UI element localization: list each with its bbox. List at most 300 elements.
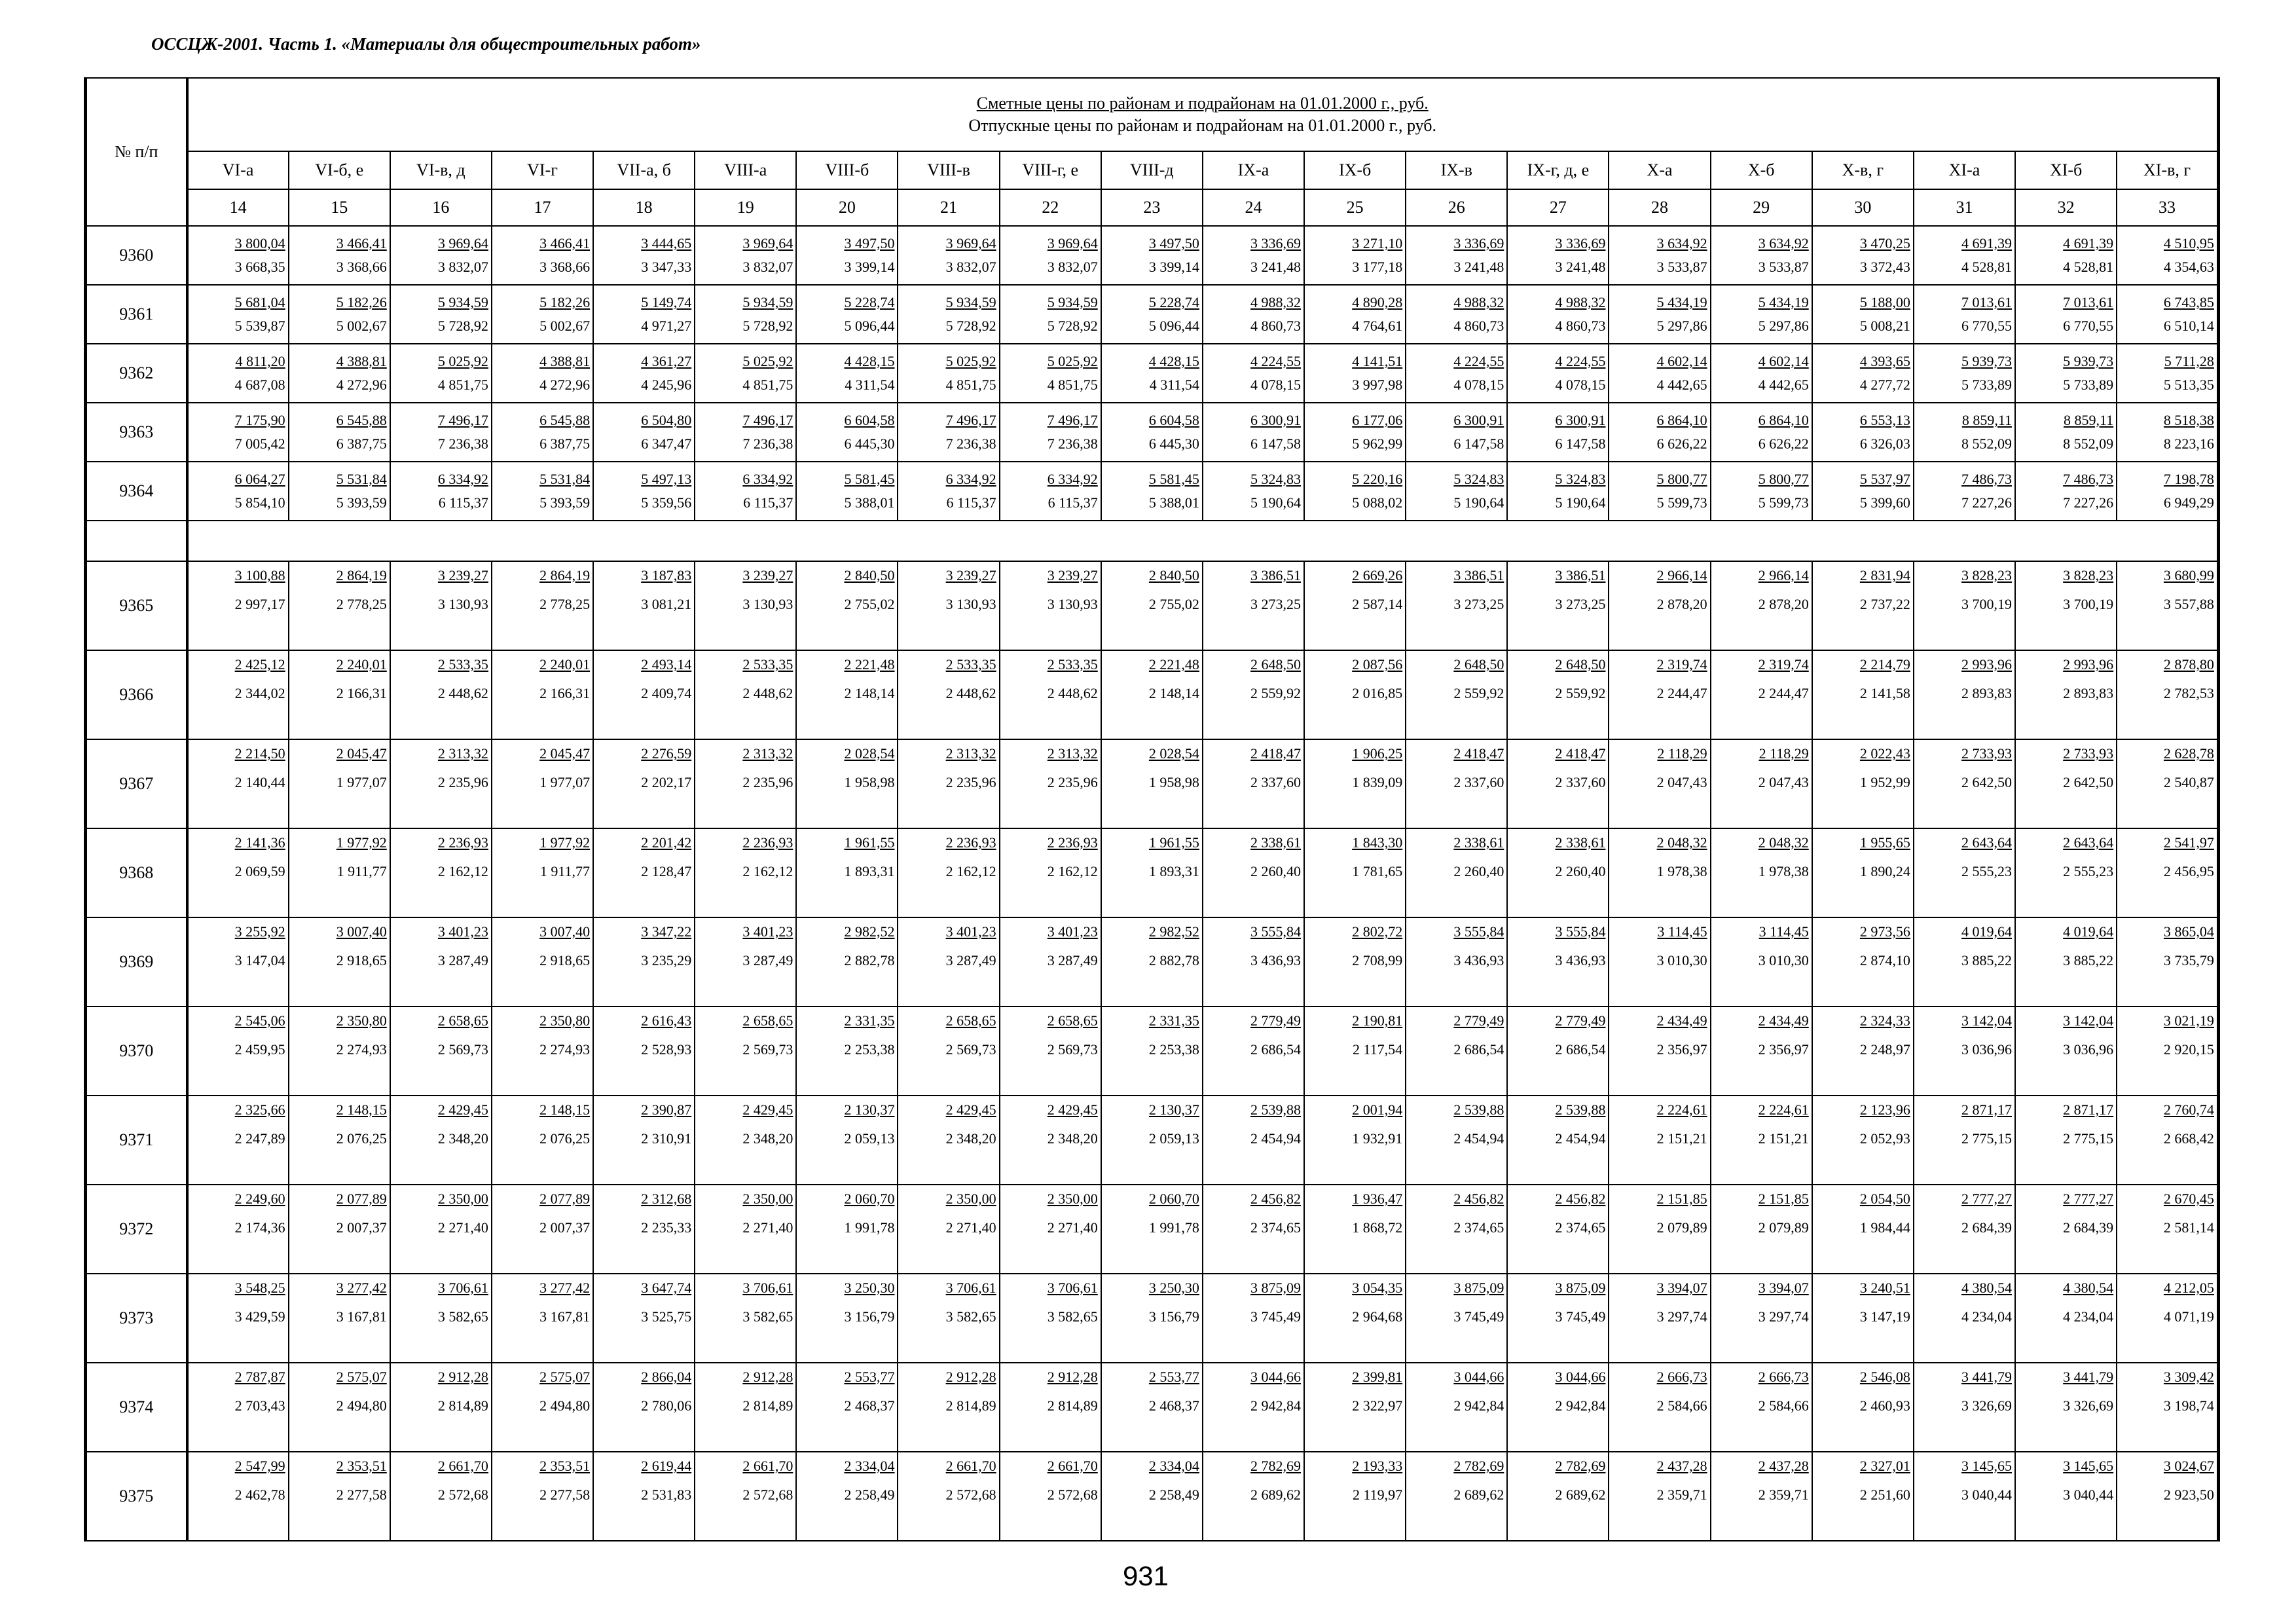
release-price: 5 088,02 bbox=[1352, 494, 1403, 511]
release-price: 2 148,14 bbox=[1148, 685, 1199, 701]
estimated-price: 2 236,93 bbox=[742, 834, 793, 851]
release-price: 2 572,68 bbox=[945, 1486, 996, 1503]
release-price: 4 277,72 bbox=[1859, 377, 1910, 393]
price-pair bbox=[1609, 1189, 1709, 1269]
estimated-price: 3 497,50 bbox=[1148, 235, 1199, 251]
estimated-price: 2 787,87 bbox=[234, 1369, 285, 1385]
price-pair bbox=[594, 1456, 694, 1536]
price-cell bbox=[695, 1274, 796, 1363]
price-cell bbox=[1914, 917, 2015, 1006]
release-price: 2 277,58 bbox=[539, 1486, 591, 1503]
price-cell bbox=[1507, 462, 1609, 521]
price-pair bbox=[189, 236, 288, 274]
price-pair bbox=[189, 1100, 288, 1180]
price-pair bbox=[594, 1011, 694, 1091]
estimated-price: 7 496,17 bbox=[437, 412, 488, 428]
estimated-price: 3 239,27 bbox=[742, 567, 793, 583]
release-price: 5 388,01 bbox=[1148, 494, 1199, 511]
price-cell bbox=[1914, 1185, 2015, 1274]
release-price: 3 040,44 bbox=[1961, 1486, 2013, 1503]
price-pair bbox=[594, 354, 694, 392]
estimated-price: 4 988,32 bbox=[1250, 294, 1302, 310]
estimated-price: 3 444,65 bbox=[641, 235, 692, 251]
estimated-price: 3 548,25 bbox=[234, 1280, 285, 1296]
release-price: 3 156,79 bbox=[844, 1308, 895, 1325]
price-cell bbox=[1812, 1452, 1914, 1541]
release-price: 2 572,68 bbox=[437, 1486, 488, 1503]
estimated-price: 5 182,26 bbox=[539, 294, 591, 310]
price-pair bbox=[797, 922, 897, 1002]
item-number: 9372 bbox=[86, 1185, 187, 1274]
price-cell bbox=[289, 1185, 390, 1274]
release-price: 2 344,02 bbox=[234, 685, 285, 701]
release-price: 3 287,49 bbox=[945, 952, 996, 969]
price-pair bbox=[695, 655, 795, 735]
release-price: 4 851,75 bbox=[945, 377, 996, 393]
price-pair bbox=[1102, 744, 1202, 824]
price-pair bbox=[1000, 566, 1101, 646]
price-cell bbox=[1507, 917, 1609, 1006]
price-cell bbox=[1406, 1274, 1507, 1363]
price-cell bbox=[1000, 650, 1101, 739]
estimated-price: 5 800,77 bbox=[1656, 471, 1707, 487]
release-price: 2 162,12 bbox=[742, 863, 793, 879]
estimated-price: 3 497,50 bbox=[844, 235, 895, 251]
release-price: 2 814,89 bbox=[945, 1397, 996, 1414]
estimated-price: 2 658,65 bbox=[742, 1012, 793, 1029]
price-pair bbox=[898, 566, 998, 646]
estimated-price: 2 493,14 bbox=[641, 656, 692, 673]
release-price: 1 958,98 bbox=[844, 774, 895, 790]
price-cell bbox=[796, 828, 898, 917]
release-price: 2 235,96 bbox=[945, 774, 996, 790]
release-price: 2 359,71 bbox=[1758, 1486, 1809, 1503]
price-pair bbox=[289, 1011, 390, 1091]
estimated-price: 4 890,28 bbox=[1352, 294, 1403, 310]
price-pair bbox=[1305, 922, 1405, 1002]
price-cell bbox=[1304, 285, 1406, 344]
price-cell bbox=[1406, 828, 1507, 917]
estimated-price: 4 988,32 bbox=[1555, 294, 1606, 310]
estimated-price: 2 966,14 bbox=[1656, 567, 1707, 583]
estimated-price: 2 276,59 bbox=[641, 745, 692, 762]
price-pair bbox=[189, 922, 288, 1002]
estimated-price: 3 555,84 bbox=[1453, 923, 1504, 940]
price-cell bbox=[1609, 285, 1710, 344]
release-price: 8 552,09 bbox=[2063, 435, 2114, 452]
price-pair bbox=[1711, 566, 1812, 646]
price-cell bbox=[390, 561, 492, 650]
price-pair bbox=[1711, 1278, 1812, 1358]
estimated-price: 4 602,14 bbox=[1656, 353, 1707, 369]
price-cell bbox=[1101, 344, 1203, 403]
price-pair bbox=[1406, 236, 1506, 274]
price-pair bbox=[797, 744, 897, 824]
separator-cell bbox=[187, 521, 2219, 561]
region-header: X-б bbox=[1711, 151, 1812, 189]
release-price: 2 052,93 bbox=[1859, 1130, 1910, 1147]
price-pair bbox=[2117, 295, 2217, 333]
price-pair bbox=[1609, 1100, 1709, 1180]
estimated-price: 2 779,49 bbox=[1555, 1012, 1606, 1029]
estimated-price: 2 313,32 bbox=[1047, 745, 1098, 762]
estimated-price: 2 871,17 bbox=[2063, 1101, 2114, 1118]
price-cell bbox=[1812, 650, 1914, 739]
price-pair bbox=[391, 1456, 491, 1536]
table-row bbox=[86, 650, 2219, 739]
price-pair bbox=[1813, 236, 1913, 274]
price-pair bbox=[898, 1011, 998, 1091]
estimated-price: 3 239,27 bbox=[1047, 567, 1098, 583]
release-price: 2 151,21 bbox=[1758, 1130, 1809, 1147]
estimated-price: 6 553,13 bbox=[1859, 412, 1910, 428]
price-pair bbox=[189, 354, 288, 392]
price-cell bbox=[1507, 1363, 1609, 1452]
release-price: 3 832,07 bbox=[945, 259, 996, 275]
estimated-price: 2 779,49 bbox=[1453, 1012, 1504, 1029]
price-cell bbox=[593, 462, 695, 521]
price-cell bbox=[289, 1363, 390, 1452]
estimated-price: 3 470,25 bbox=[1859, 235, 1910, 251]
estimated-price: 6 300,91 bbox=[1453, 412, 1504, 428]
price-cell bbox=[1203, 1185, 1304, 1274]
price-pair bbox=[797, 655, 897, 735]
item-number: 9369 bbox=[86, 917, 187, 1006]
release-price: 3 997,98 bbox=[1352, 377, 1403, 393]
price-pair bbox=[1406, 1189, 1506, 1269]
estimated-price: 3 800,04 bbox=[234, 235, 285, 251]
release-price: 2 162,12 bbox=[1047, 863, 1098, 879]
release-price: 3 177,18 bbox=[1352, 259, 1403, 275]
price-pair bbox=[1000, 655, 1101, 735]
price-pair bbox=[1813, 1189, 1913, 1269]
estimated-price: 3 969,64 bbox=[945, 235, 996, 251]
price-cell bbox=[695, 917, 796, 1006]
release-price: 3 287,49 bbox=[1047, 952, 1098, 969]
release-price: 2 140,44 bbox=[234, 774, 285, 790]
estimated-price: 4 388,81 bbox=[336, 353, 387, 369]
estimated-price: 6 300,91 bbox=[1250, 412, 1302, 428]
estimated-price: 2 779,49 bbox=[1250, 1012, 1302, 1029]
estimated-price: 2 777,27 bbox=[1961, 1190, 2013, 1207]
price-pair bbox=[189, 1278, 288, 1358]
price-pair bbox=[898, 655, 998, 735]
release-price: 2 531,83 bbox=[641, 1486, 692, 1503]
price-cell bbox=[593, 739, 695, 828]
table-row bbox=[86, 462, 2219, 521]
price-cell bbox=[695, 1185, 796, 1274]
price-cell bbox=[695, 1452, 796, 1541]
price-pair bbox=[1203, 1011, 1303, 1091]
estimated-price: 2 973,56 bbox=[1859, 923, 1910, 940]
price-pair bbox=[2016, 744, 2116, 824]
release-price: 2 337,60 bbox=[1453, 774, 1504, 790]
release-price: 2 348,20 bbox=[742, 1130, 793, 1147]
release-prices-caption: Отпускные цены по районам и подрайонам на 01.01.2000 г., руб. bbox=[968, 116, 1437, 135]
price-pair bbox=[797, 1456, 897, 1536]
price-cell bbox=[492, 739, 593, 828]
price-pair bbox=[797, 1278, 897, 1358]
price-pair bbox=[1203, 472, 1303, 510]
release-price: 2 076,25 bbox=[539, 1130, 591, 1147]
price-cell bbox=[2015, 1363, 2117, 1452]
table-row bbox=[86, 739, 2219, 828]
estimated-price: 5 228,74 bbox=[1148, 294, 1199, 310]
price-cell bbox=[1406, 285, 1507, 344]
release-price: 3 130,93 bbox=[1047, 596, 1098, 612]
price-cell bbox=[1000, 403, 1101, 462]
region-header: VIII-в bbox=[898, 151, 999, 189]
release-price: 4 851,75 bbox=[742, 377, 793, 393]
price-cell bbox=[2117, 650, 2218, 739]
release-price: 7 227,26 bbox=[2063, 494, 2114, 511]
release-price: 5 388,01 bbox=[844, 494, 895, 511]
column-number: 16 bbox=[390, 189, 492, 226]
price-pair bbox=[2016, 1367, 2116, 1447]
release-price: 3 533,87 bbox=[1656, 259, 1707, 275]
release-price: 2 260,40 bbox=[1555, 863, 1606, 879]
estimated-price: 7 486,73 bbox=[2063, 471, 2114, 487]
price-pair bbox=[1914, 236, 2014, 274]
release-price: 2 923,50 bbox=[2163, 1486, 2214, 1503]
estimated-price: 3 044,66 bbox=[1453, 1369, 1504, 1385]
price-cell bbox=[1406, 561, 1507, 650]
price-pair bbox=[898, 1367, 998, 1447]
price-cell bbox=[289, 226, 390, 285]
release-price: 2 274,93 bbox=[539, 1041, 591, 1058]
price-cell bbox=[796, 1096, 898, 1185]
price-cell bbox=[1203, 739, 1304, 828]
release-price: 2 356,97 bbox=[1758, 1041, 1809, 1058]
release-price: 2 737,22 bbox=[1859, 596, 1910, 612]
price-cell bbox=[1812, 1006, 1914, 1096]
release-price: 3 241,48 bbox=[1453, 259, 1504, 275]
estimated-price: 2 616,43 bbox=[641, 1012, 692, 1029]
release-price: 2 778,25 bbox=[539, 596, 591, 612]
price-cell bbox=[898, 1452, 999, 1541]
estimated-price: 5 531,84 bbox=[336, 471, 387, 487]
estimated-price: 6 604,58 bbox=[1148, 412, 1199, 428]
release-price: 2 454,94 bbox=[1250, 1130, 1302, 1147]
release-price: 2 235,96 bbox=[742, 774, 793, 790]
price-pair bbox=[2016, 354, 2116, 392]
release-price: 5 854,10 bbox=[234, 494, 285, 511]
estimated-price: 2 350,00 bbox=[1047, 1190, 1098, 1207]
estimated-price: 3 277,42 bbox=[539, 1280, 591, 1296]
price-cell bbox=[187, 344, 289, 403]
price-cell bbox=[2117, 1006, 2218, 1096]
estimated-price: 5 228,74 bbox=[844, 294, 895, 310]
release-price: 4 851,75 bbox=[1047, 377, 1098, 393]
release-price: 3 832,07 bbox=[742, 259, 793, 275]
estimated-price: 6 177,06 bbox=[1352, 412, 1403, 428]
price-pair bbox=[1203, 295, 1303, 333]
price-cell bbox=[1101, 561, 1203, 650]
price-pair bbox=[1203, 922, 1303, 1002]
price-cell bbox=[593, 561, 695, 650]
price-pair bbox=[1711, 922, 1812, 1002]
price-cell bbox=[1203, 561, 1304, 650]
price-pair bbox=[2117, 354, 2217, 392]
price-cell bbox=[1609, 917, 1710, 1006]
price-pair bbox=[1000, 833, 1101, 913]
price-cell bbox=[1609, 561, 1710, 650]
price-pair bbox=[898, 1189, 998, 1269]
price-cell bbox=[1711, 650, 1812, 739]
estimated-price: 2 628,78 bbox=[2163, 745, 2214, 762]
price-cell bbox=[1507, 739, 1609, 828]
release-price: 6 445,30 bbox=[844, 435, 895, 452]
release-price: 4 860,73 bbox=[1555, 318, 1606, 334]
estimated-price: 2 048,32 bbox=[1656, 834, 1707, 851]
estimated-price: 2 350,00 bbox=[437, 1190, 488, 1207]
release-price: 1 932,91 bbox=[1352, 1130, 1403, 1147]
price-pair bbox=[391, 1278, 491, 1358]
release-price: 2 686,54 bbox=[1555, 1041, 1606, 1058]
price-cell bbox=[187, 917, 289, 1006]
estimated-price: 3 706,61 bbox=[742, 1280, 793, 1296]
estimated-price: 2 658,65 bbox=[1047, 1012, 1098, 1029]
release-price: 2 374,65 bbox=[1453, 1219, 1504, 1236]
column-number: 17 bbox=[492, 189, 593, 226]
price-cell bbox=[1304, 1274, 1406, 1363]
item-number: 9366 bbox=[86, 650, 187, 739]
estimated-price: 5 681,04 bbox=[234, 294, 285, 310]
price-pair bbox=[289, 1367, 390, 1447]
price-pair bbox=[1102, 1278, 1202, 1358]
release-price: 2 878,20 bbox=[1656, 596, 1707, 612]
column-number: 26 bbox=[1406, 189, 1507, 226]
item-number: 9365 bbox=[86, 561, 187, 650]
price-cell bbox=[1101, 1363, 1203, 1452]
price-cell bbox=[492, 344, 593, 403]
price-cell bbox=[2117, 344, 2218, 403]
estimated-price: 4 380,54 bbox=[1961, 1280, 2013, 1296]
price-pair bbox=[2117, 1456, 2217, 1536]
estimated-price: 5 581,45 bbox=[1148, 471, 1199, 487]
price-pair bbox=[1914, 1367, 2014, 1447]
price-cell bbox=[2015, 650, 2117, 739]
price-pair bbox=[1203, 655, 1303, 735]
price-pair bbox=[1508, 566, 1608, 646]
release-price: 2 689,62 bbox=[1453, 1486, 1504, 1503]
estimated-price: 2 782,69 bbox=[1250, 1458, 1302, 1474]
price-pair bbox=[1000, 295, 1101, 333]
table-row bbox=[86, 403, 2219, 462]
release-price: 2 374,65 bbox=[1250, 1219, 1302, 1236]
price-pair bbox=[1406, 295, 1506, 333]
price-cell bbox=[289, 1274, 390, 1363]
release-price: 5 599,73 bbox=[1758, 494, 1809, 511]
release-price: 1 839,09 bbox=[1352, 774, 1403, 790]
price-cell bbox=[390, 462, 492, 521]
release-price: 2 703,43 bbox=[234, 1397, 285, 1414]
price-cell bbox=[695, 650, 796, 739]
estimated-price: 2 240,01 bbox=[539, 656, 591, 673]
column-number: 24 bbox=[1203, 189, 1304, 226]
estimated-price: 3 865,04 bbox=[2163, 923, 2214, 940]
price-pair bbox=[1508, 1011, 1608, 1091]
release-price: 2 253,38 bbox=[1148, 1041, 1199, 1058]
price-pair bbox=[695, 354, 795, 392]
price-pair bbox=[1102, 1367, 1202, 1447]
price-cell bbox=[898, 403, 999, 462]
estimated-price: 2 045,47 bbox=[539, 745, 591, 762]
price-cell bbox=[187, 226, 289, 285]
estimated-price: 2 546,08 bbox=[1859, 1369, 1910, 1385]
price-pair bbox=[1000, 1100, 1101, 1180]
price-cell bbox=[2117, 1096, 2218, 1185]
column-number: 28 bbox=[1609, 189, 1710, 226]
estimated-price: 3 271,10 bbox=[1352, 235, 1403, 251]
price-cell bbox=[187, 1185, 289, 1274]
estimated-price: 2 553,77 bbox=[1148, 1369, 1199, 1385]
column-number: 20 bbox=[796, 189, 898, 226]
price-pair bbox=[1102, 1189, 1202, 1269]
release-price: 5 190,64 bbox=[1453, 494, 1504, 511]
estimated-price: 3 336,69 bbox=[1555, 235, 1606, 251]
release-price: 3 436,93 bbox=[1250, 952, 1302, 969]
release-price: 2 253,38 bbox=[844, 1041, 895, 1058]
price-pair bbox=[2016, 1011, 2116, 1091]
price-pair bbox=[1000, 472, 1101, 510]
estimated-price: 5 711,28 bbox=[2164, 353, 2214, 369]
price-pair bbox=[1000, 236, 1101, 274]
price-cell bbox=[1406, 650, 1507, 739]
release-price: 2 882,78 bbox=[844, 952, 895, 969]
estimated-price: 2 077,89 bbox=[336, 1190, 387, 1207]
estimated-price: 2 312,68 bbox=[641, 1190, 692, 1207]
price-cell bbox=[1711, 1006, 1812, 1096]
price-cell bbox=[1507, 650, 1609, 739]
estimated-price: 2 456,82 bbox=[1453, 1190, 1504, 1207]
release-price: 2 528,93 bbox=[641, 1041, 692, 1058]
release-price: 2 454,94 bbox=[1453, 1130, 1504, 1147]
price-cell bbox=[796, 226, 898, 285]
price-pair bbox=[1914, 833, 2014, 913]
price-pair bbox=[1305, 1278, 1405, 1358]
release-price: 3 668,35 bbox=[234, 259, 285, 275]
release-price: 3 533,87 bbox=[1758, 259, 1809, 275]
estimated-price: 3 647,74 bbox=[641, 1280, 692, 1296]
release-price: 2 918,65 bbox=[336, 952, 387, 969]
price-cell bbox=[1101, 285, 1203, 344]
estimated-price: 7 013,61 bbox=[2063, 294, 2114, 310]
release-price: 3 368,66 bbox=[336, 259, 387, 275]
price-pair bbox=[1508, 922, 1608, 1002]
price-cell bbox=[796, 1006, 898, 1096]
price-cell bbox=[695, 739, 796, 828]
price-pair bbox=[1305, 472, 1405, 510]
release-price: 2 780,06 bbox=[641, 1397, 692, 1414]
price-cell bbox=[492, 462, 593, 521]
price-pair bbox=[2016, 655, 2116, 735]
release-price: 2 235,96 bbox=[1047, 774, 1098, 790]
release-price: 5 008,21 bbox=[1859, 318, 1910, 334]
price-pair bbox=[695, 413, 795, 451]
price-pair bbox=[1102, 413, 1202, 451]
estimated-price: 3 441,79 bbox=[1961, 1369, 2013, 1385]
estimated-price: 2 840,50 bbox=[1148, 567, 1199, 583]
price-cell bbox=[390, 1096, 492, 1185]
price-pair bbox=[2117, 1189, 2217, 1269]
estimated-price: 7 496,17 bbox=[945, 412, 996, 428]
price-pair bbox=[1609, 833, 1709, 913]
price-pair bbox=[1406, 833, 1506, 913]
price-cell bbox=[1406, 1452, 1507, 1541]
price-cell bbox=[1609, 650, 1710, 739]
estimated-price: 2 418,47 bbox=[1250, 745, 1302, 762]
